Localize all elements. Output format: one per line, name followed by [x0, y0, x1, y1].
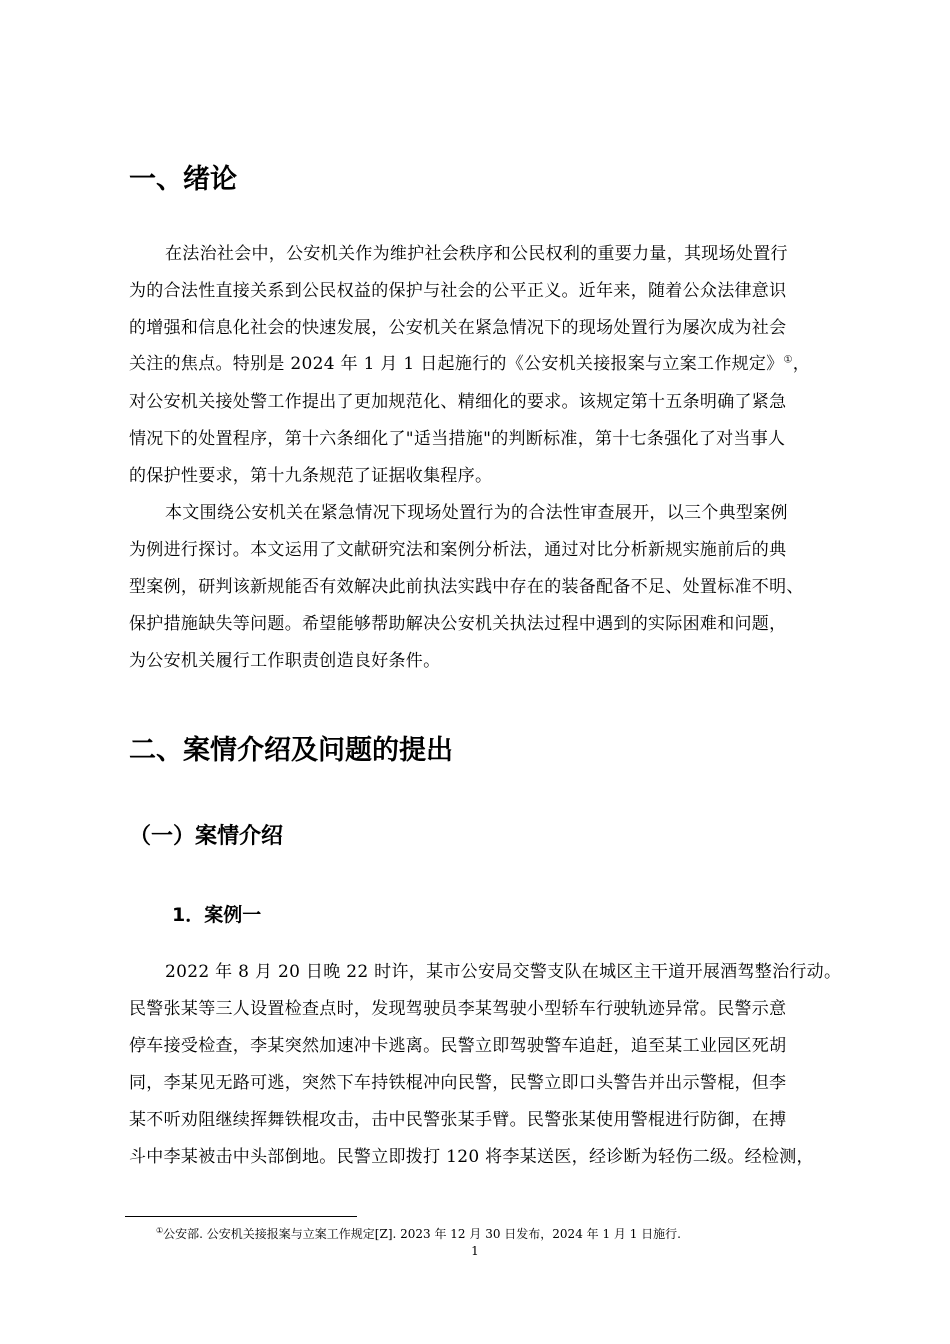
paragraph-line: 保护措施缺失等问题。希望能够帮助解决公安机关执法过程中遇到的实际困难和问题，	[129, 614, 787, 634]
paragraph-line: 的保护性要求，第十九条规范了证据收集程序。	[129, 466, 493, 486]
paragraph-line: 2022 年 8 月 20 日晚 22 时许，某市公安局交警支队在城区主干道开展酒驾整治行动。	[165, 962, 842, 982]
section-heading-case-introduction: 二、案情介绍及问题的提出	[129, 735, 453, 766]
paragraph-line: 某不听劝阻继续挥舞铁棍攻击，击中民警张某手臂。民警张某使用警棍进行防御，在搏	[129, 1110, 787, 1130]
paragraph-line: 型案例，研判该新规能否有效解决此前执法实践中存在的装备配备不足、处置标准不明、	[129, 577, 804, 597]
paragraph-line: 在法治社会中，公安机关作为维护社会秩序和公民权利的重要力量，其现场处置行	[165, 244, 788, 264]
paragraph-line: 对公安机关接处警工作提出了更加规范化、精细化的要求。该规定第十五条明确了紧急	[129, 392, 787, 412]
paragraph-line: 停车接受检查，李某突然加速冲卡逃离。民警立即驾驶警车追赶，追至某工业园区死胡	[129, 1036, 787, 1056]
page-number: 1	[471, 1244, 479, 1258]
paragraph-line-with-footnote	[129, 352, 810, 376]
footnote-separator	[125, 1216, 357, 1217]
paragraph-line: 为的合法性直接关系到公民权益的保护与社会的公平正义。近年来，随着公众法律意识	[129, 281, 787, 301]
paragraph-text: 关注的焦点。特别是 2024 年 1 月 1 日起施行的《公安机关接报案与立案工作规定》	[129, 354, 784, 374]
paragraph-line: 本文围绕公安机关在紧急情况下现场处置行为的合法性审查展开，以三个典型案例	[165, 503, 788, 523]
paragraph-line: 斗中李某被击中头部倒地。民警立即拨打 120 将李某送医，经诊断为轻伤二级。经检测，	[129, 1147, 814, 1167]
paragraph-line: 同，李某见无路可逃，突然下车持铁棍冲向民警，民警立即口头警告并出示警棍，但李	[129, 1073, 787, 1093]
paragraph-line: 情况下的处置程序，第十六条细化了"适当措施"的判断标准，第十七条强化了对当事人	[129, 429, 786, 449]
case-heading: 1．案例一	[172, 904, 262, 926]
paragraph-line: 的增强和信息化社会的快速发展，公安机关在紧急情况下的现场处置行为屡次成为社会	[129, 318, 787, 338]
footnote-reference[interactable]: ①	[783, 354, 793, 366]
paragraph-line: 民警张某等三人设置检查点时，发现驾驶员李某驾驶小型轿车行驶轨迹异常。民警示意	[129, 999, 787, 1019]
footnote-mark: ①	[156, 1226, 164, 1235]
paragraph-line: 为例进行探讨。本文运用了文献研究法和案例分析法，通过对比分析新规实施前后的典	[129, 540, 787, 560]
footnote-text: 公安部. 公安机关接报案与立案工作规定[Z]. 2023 年 12 月 30 日发布，2024 年 1 月 1 日施行.	[163, 1227, 681, 1241]
footnote	[156, 1226, 681, 1242]
paragraph-line: 为公安机关履行工作职责创造良好条件。	[129, 651, 441, 671]
subsection-heading: （一）案情介绍	[129, 824, 284, 849]
section-heading-introduction: 一、绪论	[129, 164, 237, 195]
paragraph-text: ，	[792, 354, 811, 374]
